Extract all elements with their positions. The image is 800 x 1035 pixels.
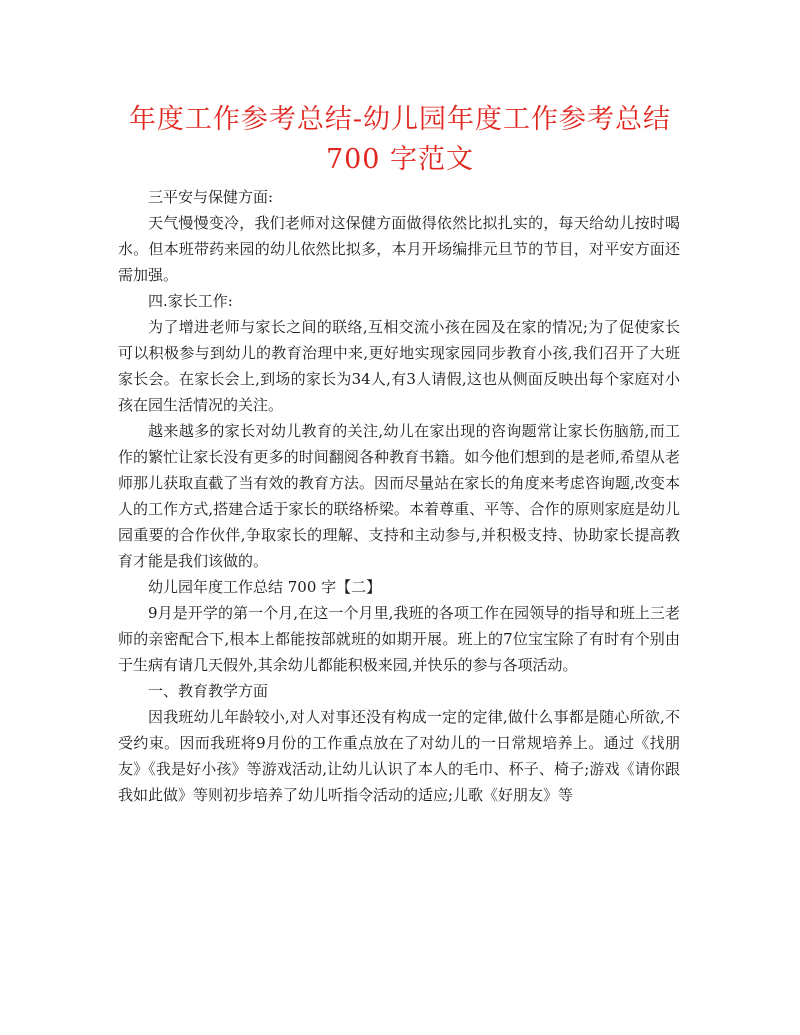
- section-heading-summary-two: 幼儿园年度工作总结 700 字【二】: [148, 578, 382, 596]
- document-title: 年度工作参考总结-幼儿园年度工作参考总结 700 字范文: [128, 104, 672, 175]
- section-heading-safety: 三平安与保健方面:: [148, 188, 274, 206]
- section-heading-teaching: 一、教育教学方面: [148, 682, 269, 700]
- paragraph-teaching: 因我班幼儿年龄较小,对人对事还没有构成一定的定律,做什么事都是随心所欲,不受约束。因而我班将9月份的工作重点放在了对幼儿的一日常规培养上。通过《找朋友》《我是好小孩》等游戏活动,让幼儿认识了本人的毛巾、杯子、椅子;游戏《请你跟我如此做》等则初步培养了幼儿听指令活动的适应;儿歌《好朋友》等: [118, 708, 680, 804]
- section-heading-parents: 四.家长工作:: [148, 292, 233, 310]
- document-body: [118, 184, 680, 808]
- paragraph-safety: 天气慢慢变冷，我们老师对这保健方面做得依然比拟扎实的，每天给幼儿按时喝水。但本班带药来园的幼儿依然比拟多，本月开场编排元旦节的节目，对平安方面还需加强。: [118, 214, 680, 284]
- paragraph-september: 9月是开学的第一个月,在这一个月里,我班的各项工作在园领导的指导和班上三老师的亲密配合下,根本上都能按部就班的如期开展。班上的7位宝宝除了有时有个别由于生病有请几天假外,其余幼儿都能积极来园,并快乐的参与各项活动。: [118, 604, 680, 674]
- paragraph-parents-education: 越来越多的家长对幼儿教育的关注,幼儿在家出现的咨询题常让家长伤脑筋,而工作的繁忙让家长没有更多的时间翻阅各种教育书籍。如今他们想到的是老师,希望从老师那儿获取直截了当有效的教育方法。因而尽量站在家长的角度来考虑咨询题,改变本人的工作方式,搭建合适于家长的联络桥梁。本着尊重、平等、合作的原则家庭是幼儿园重要的合作伙伴,争取家长的理解、支持和主动参与,并积极支持、协助家长提高教育才能是我们该做的。: [118, 422, 680, 570]
- paragraph-parents-meeting: 为了增进老师与家长之间的联络,互相交流小孩在园及在家的情况;为了促使家长可以积极参与到幼儿的教育治理中来,更好地实现家园同步教育小孩,我们召开了大班家长会。在家长会上,到场的家长为34人,有3人请假,这也从侧面反映出每个家庭对小孩在园生活情况的关注。: [118, 318, 680, 414]
